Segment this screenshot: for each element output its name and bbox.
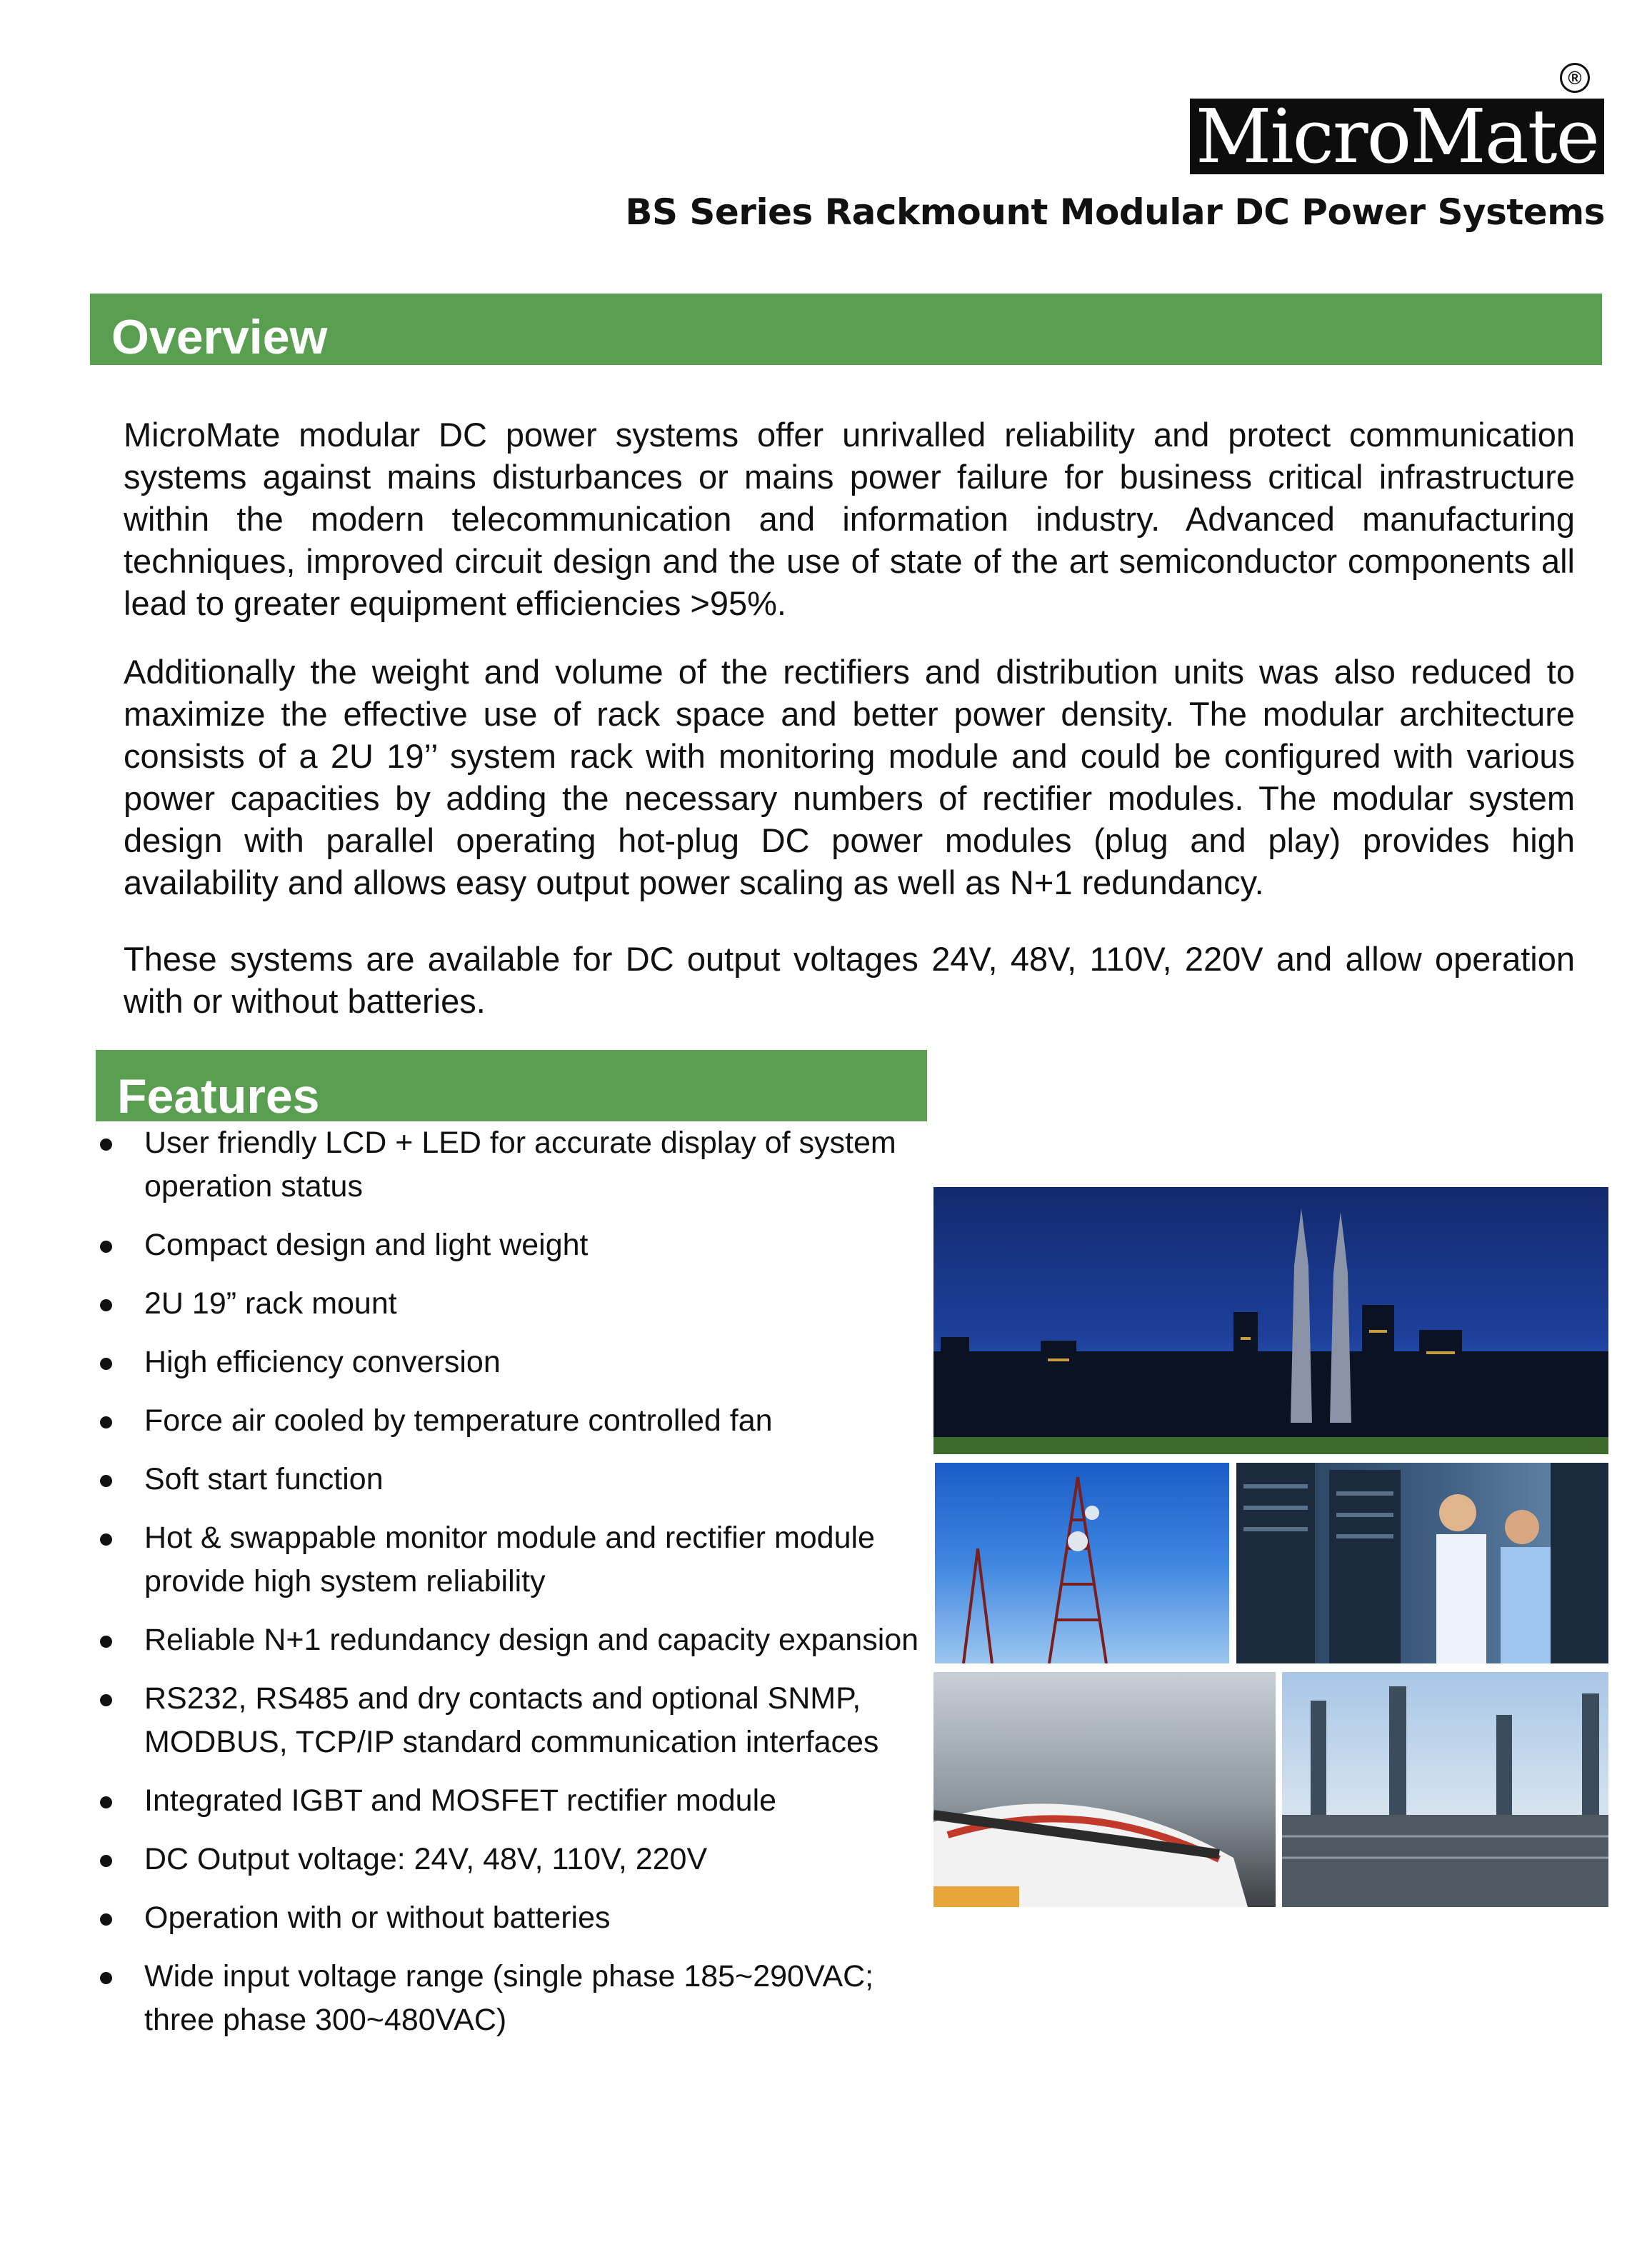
feature-text: Reliable N+1 redundancy design and capacity expansion <box>144 1623 919 1657</box>
bullet-icon <box>100 1138 112 1151</box>
overview-paragraph-2: Additionally the weight and volume of the rectifiers and distribution units was also reduced to maximize the effective use of rack space and better power density. The modular architecture consists of a 2U 19’’ system rack with monitoring module and could be configured with various power capacities by adding the necessary numbers of rectifier modules. The modular system design with parallel operating hot-plug DC power modules (plug and play) provides high availability and allows easy output power scaling as well as N+1 redundancy. <box>124 653 1575 901</box>
bullet-icon <box>100 1636 112 1648</box>
overview-paragraph-1: MicroMate modular DC power systems offer unrivalled reliability and protect communication systems against mains disturbances or mains power failure for business critical infrastructure within the modern telecommunication and information industry. Advanced manufacturing techniques, improved circuit design and the use of state of the art semiconductor components all lead to greater equipment efficiencies >95%. <box>124 416 1575 622</box>
micromate-logo: MicroMate <box>1190 99 1604 174</box>
overview-heading: Overview <box>111 310 328 364</box>
feature-item <box>100 1677 928 1764</box>
bullet-icon <box>100 1533 112 1546</box>
feature-item <box>100 1282 928 1326</box>
feature-item <box>100 1223 928 1267</box>
bullet-icon <box>100 1694 112 1706</box>
product-title: BS Series Rackmount Modular DC Power Systems <box>625 191 1605 233</box>
feature-item <box>100 1896 928 1940</box>
server-room-photo <box>1236 1463 1608 1663</box>
feature-item <box>100 1618 928 1662</box>
feature-text: Soft start function <box>144 1462 384 1496</box>
feature-item <box>100 1399 928 1443</box>
features-heading: Features <box>117 1069 320 1124</box>
bullet-icon <box>100 1913 112 1926</box>
high-speed-train-photo <box>933 1672 1276 1907</box>
overview-paragraph-3: These systems are available for DC output voltages 24V, 48V, 110V, 220V and allow operation with or without batteries. <box>124 940 1575 1020</box>
bullet-icon <box>100 1475 112 1487</box>
feature-text: User friendly LCD + LED for accurate display of system operation status <box>144 1126 896 1203</box>
feature-item <box>100 1516 928 1603</box>
city-skyline-photo <box>933 1187 1608 1454</box>
features-heading-bar <box>96 1050 927 1124</box>
registered-trademark-mark: ® <box>1560 63 1590 93</box>
feature-text: DC Output voltage: 24V, 48V, 110V, 220V <box>144 1842 708 1876</box>
feature-item <box>100 1779 928 1823</box>
feature-text: Force air cooled by temperature controlled fan <box>144 1403 773 1438</box>
feature-item <box>100 1458 928 1501</box>
bullet-icon <box>100 1241 112 1253</box>
bullet-icon <box>100 1416 112 1428</box>
overview-heading-bar <box>90 294 1602 365</box>
feature-text: Compact design and light weight <box>144 1228 589 1262</box>
feature-text: Integrated IGBT and MOSFET rectifier module <box>144 1783 777 1818</box>
feature-text: Hot & swappable monitor module and rectifier module provide high system reliability <box>144 1521 875 1598</box>
feature-text: High efficiency conversion <box>144 1345 501 1379</box>
feature-item <box>100 1955 928 2042</box>
feature-text: Wide input voltage range (single phase 185~290VAC; three phase 300~480VAC) <box>144 1959 874 2037</box>
bullet-icon <box>100 1855 112 1867</box>
bullet-icon <box>100 1299 112 1311</box>
bullet-icon <box>100 1358 112 1370</box>
power-plant-photo <box>1282 1672 1608 1907</box>
bullet-icon <box>100 1796 112 1808</box>
feature-item <box>100 1121 928 1208</box>
features-list <box>100 1121 928 2057</box>
telecom-tower-photo <box>935 1463 1229 1663</box>
feature-text: Operation with or without batteries <box>144 1901 611 1935</box>
feature-item <box>100 1838 928 1881</box>
bullet-icon <box>100 1972 112 1984</box>
feature-text: 2U 19” rack mount <box>144 1286 397 1321</box>
feature-item <box>100 1341 928 1384</box>
feature-text: RS232, RS485 and dry contacts and optional SNMP, MODBUS, TCP/IP standard communication interfaces <box>144 1681 879 1759</box>
